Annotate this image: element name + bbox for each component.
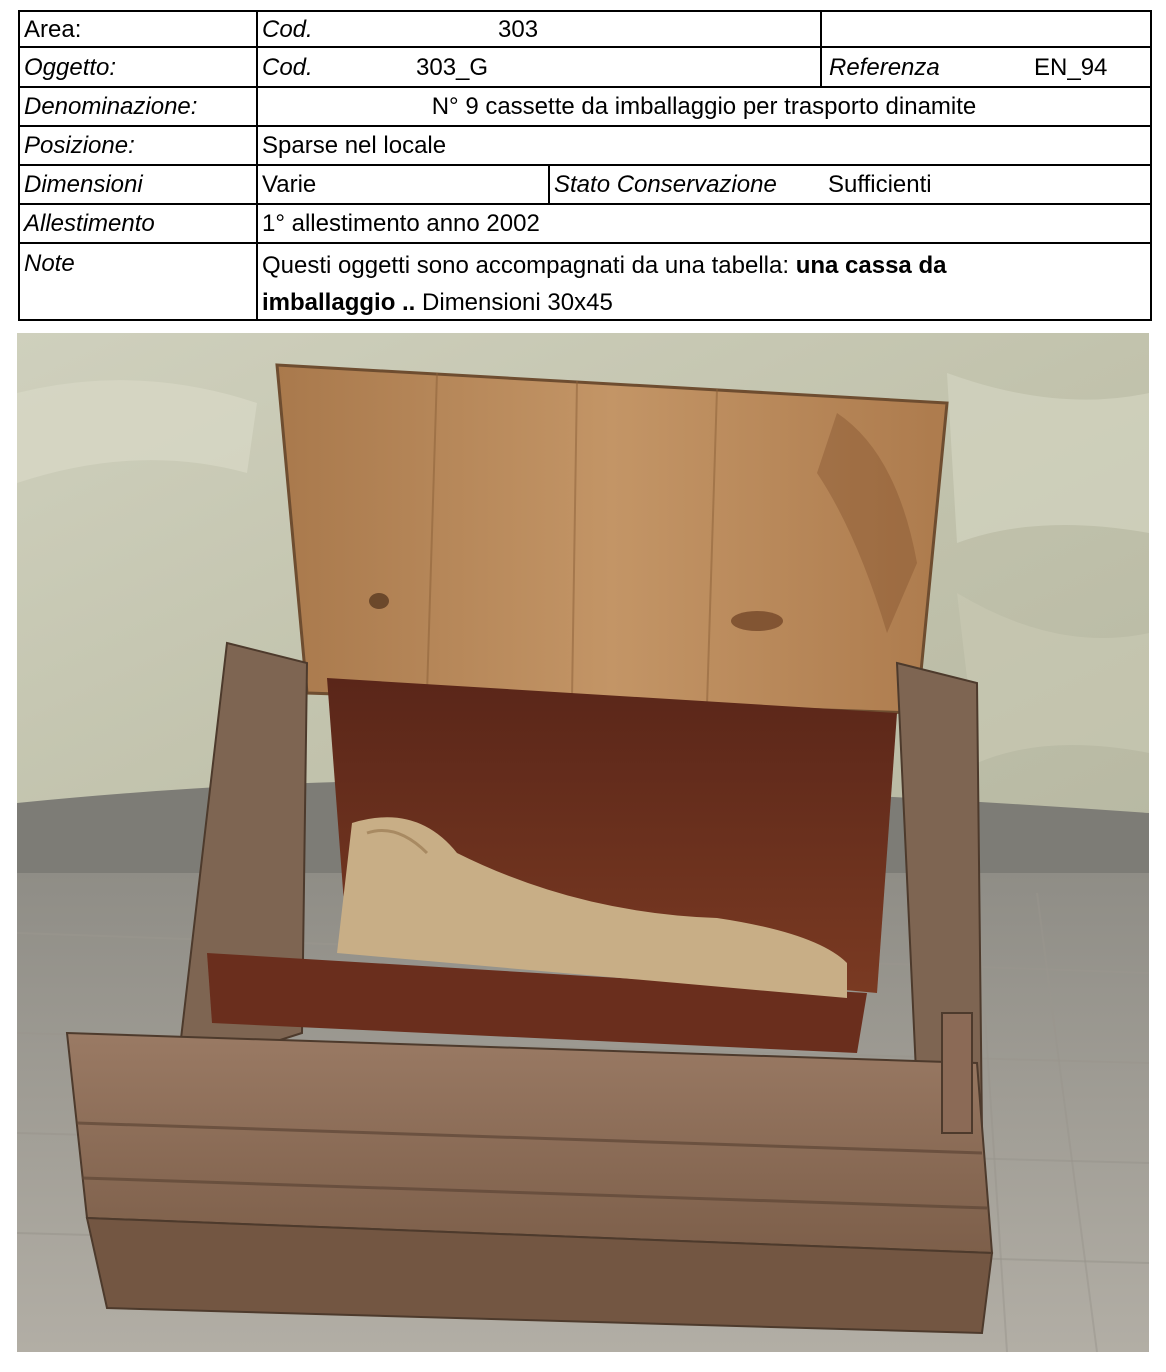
dimensioni-label: Dimensioni	[24, 171, 143, 198]
note-label: Note	[24, 250, 75, 277]
crate-handle	[942, 1013, 972, 1133]
cod-label: Cod.	[262, 16, 313, 43]
divider	[548, 166, 550, 203]
area-label: Area:	[24, 16, 82, 43]
allestimento-value: 1° allestimento anno 2002	[262, 210, 540, 237]
divider	[256, 48, 258, 86]
stato-value: Sufficienti	[828, 171, 932, 198]
oggetto-label: Oggetto:	[24, 54, 117, 81]
row-area	[20, 12, 1150, 48]
divider	[256, 244, 258, 319]
row-denominazione	[20, 88, 1150, 127]
divider	[256, 205, 258, 242]
cod-value: 303	[498, 16, 539, 43]
cod-value: 303_G	[416, 54, 489, 81]
allestimento-label: Allestimento	[24, 210, 155, 237]
posizione-label: Posizione:	[24, 132, 135, 159]
row-posizione	[20, 127, 1150, 166]
crate-lid	[277, 365, 947, 713]
denominazione-value: N° 9 cassette da imballaggio per trasporto dinamite	[431, 93, 977, 120]
row-dimensioni	[20, 166, 1150, 205]
note-text: Dimensioni 30x45	[415, 289, 613, 316]
note-line-1	[262, 248, 946, 284]
row-allestimento	[20, 205, 1150, 244]
note-bold-text: imballaggio ..	[262, 289, 416, 316]
cod-label: Cod.	[262, 54, 313, 81]
row-note	[20, 244, 1150, 319]
denominazione-label: Denominazione:	[24, 93, 198, 120]
divider	[820, 48, 822, 86]
divider	[820, 12, 822, 46]
note-text: Questi oggetti sono accompagnati da una tabella:	[262, 252, 796, 279]
stato-label: Stato Conservazione	[554, 171, 777, 198]
row-oggetto	[20, 48, 1150, 88]
referenza-value: EN_94	[1034, 54, 1108, 81]
dimensioni-value: Varie	[262, 171, 317, 198]
crate-front	[67, 1033, 992, 1253]
divider	[256, 12, 258, 46]
divider	[256, 166, 258, 203]
crate-photo	[17, 333, 1149, 1352]
record-table	[18, 10, 1152, 321]
posizione-value: Sparse nel locale	[262, 132, 447, 159]
note-bold-text: una cassa da	[795, 252, 947, 279]
note-line-2	[262, 285, 613, 321]
crate-illustration	[17, 333, 1149, 1352]
referenza-label: Referenza	[829, 54, 940, 81]
divider	[256, 127, 258, 164]
